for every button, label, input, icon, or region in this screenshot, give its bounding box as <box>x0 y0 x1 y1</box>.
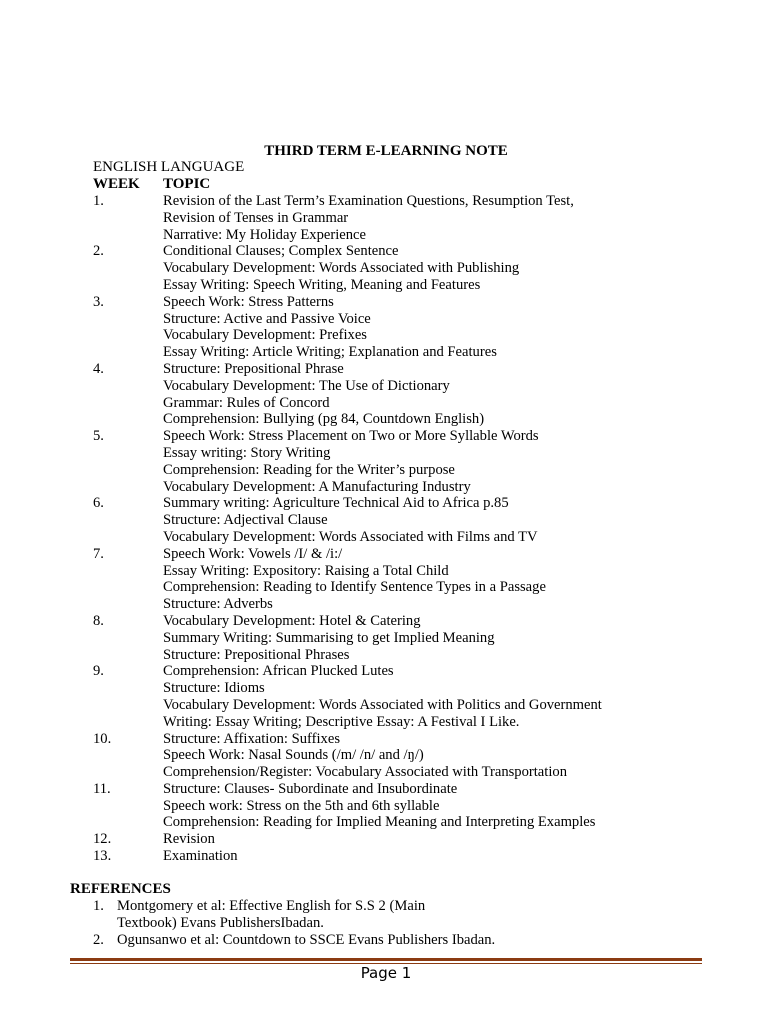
week-number: 5. <box>93 428 104 445</box>
topic-line: Essay Writing: Article Writing; Explanation and Features <box>163 344 497 361</box>
week-number: 8. <box>93 612 104 629</box>
week-number: 10. <box>93 730 112 747</box>
week-row <box>93 361 693 428</box>
topic-line: Revision <box>163 831 215 848</box>
reference-item <box>93 932 513 949</box>
topic-line: Comprehension: Reading for the Writer’s purpose <box>163 461 455 478</box>
table-header <box>93 176 211 193</box>
topic-line: Structure: Prepositional Phrases <box>163 646 350 663</box>
topic-column-header: TOPIC <box>163 176 211 192</box>
topic-line: Vocabulary Development: Words Associated with Films and TV <box>163 528 538 545</box>
week-topics <box>163 495 693 545</box>
week-row <box>93 663 693 730</box>
week-row <box>93 294 693 361</box>
topic-line: Vocabulary Development: Prefixes <box>163 327 367 344</box>
topic-line: Structure: Adverbs <box>163 596 273 613</box>
week-row <box>93 613 693 663</box>
topic-line: Speech Work: Vowels /I/ & /i:/ <box>163 545 343 562</box>
topic-line: Essay writing: Story Writing <box>163 444 331 461</box>
week-row <box>93 193 693 243</box>
week-number: 4. <box>93 360 104 377</box>
week-number: 7. <box>93 545 104 562</box>
week-row <box>93 731 693 781</box>
topic-line: Summary Writing: Summarising to get Implied Meaning <box>163 629 495 646</box>
topic-line: Speech Work: Nasal Sounds (/m/ /n/ and /ŋ/) <box>163 747 424 764</box>
reference-line: Ogunsanwo et al: Countdown to SSCE Evans Publishers Ibadan. <box>117 931 496 948</box>
topic-line: Comprehension/Register: Vocabulary Associated with Transportation <box>163 764 567 781</box>
week-number: 6. <box>93 495 104 512</box>
topic-line: Structure: Adjectival Clause <box>163 512 328 529</box>
week-topics <box>163 781 693 831</box>
topic-line: Summary writing: Agriculture Technical Aid to Africa p.85 <box>163 495 509 512</box>
week-topics <box>163 193 693 243</box>
reference-line: Montgomery et al: Effective English for S.S 2 (Main <box>117 898 426 914</box>
week-row <box>93 243 693 293</box>
topic-line: Structure: Clauses- Subordinate and Insubordinate <box>163 780 458 797</box>
reference-line: Textbook) Evans PublishersIbadan. <box>117 914 324 931</box>
references-heading: REFERENCES <box>70 881 171 897</box>
topic-line: Structure: Idioms <box>163 680 265 697</box>
week-topics <box>163 831 693 848</box>
references-list <box>93 898 513 948</box>
week-row <box>93 546 693 613</box>
week-topics <box>163 848 693 865</box>
topic-line: Comprehension: Reading to Identify Sentence Types in a Passage <box>163 579 546 596</box>
week-topics <box>163 243 693 293</box>
page-number: Page 1 <box>360 964 412 982</box>
week-topics <box>163 613 693 663</box>
topic-line: Speech work: Stress on the 5th and 6th syllable <box>163 797 440 814</box>
topic-line: Comprehension: Bullying (pg 84, Countdown English) <box>163 411 485 428</box>
topic-line: Examination <box>163 848 238 865</box>
topic-line: Comprehension: Reading for Implied Meaning and Interpreting Examples <box>163 814 596 831</box>
week-topics <box>163 663 693 730</box>
reference-number: 1. <box>93 898 104 914</box>
week-row <box>93 495 693 545</box>
week-topics <box>163 428 693 495</box>
week-number: 13. <box>93 848 112 865</box>
week-row <box>93 831 693 848</box>
week-number: 3. <box>93 293 104 310</box>
topic-line: Essay Writing: Speech Writing, Meaning and Features <box>163 276 481 293</box>
topic-line: Writing: Essay Writing; Descriptive Essay: A Festival I Like. <box>163 713 520 730</box>
reference-number: 2. <box>93 931 104 948</box>
topic-line: Structure: Prepositional Phrase <box>163 360 344 377</box>
topic-line: Structure: Active and Passive Voice <box>163 310 371 327</box>
topic-line: Revision of Tenses in Grammar <box>163 209 349 226</box>
scheme-of-work-list <box>93 193 693 865</box>
topic-line: Essay Writing: Expository: Raising a Total Child <box>163 562 449 579</box>
topic-line: Speech Work: Stress Placement on Two or More Syllable Words <box>163 428 539 445</box>
week-number: 1. <box>93 193 104 209</box>
topic-line: Vocabulary Development: A Manufacturing Industry <box>163 478 471 495</box>
topic-line: Narrative: My Holiday Experience <box>163 226 367 243</box>
week-number: 12. <box>93 831 112 848</box>
week-row <box>93 781 693 831</box>
week-number: 9. <box>93 663 104 680</box>
topic-line: Structure: Affixation: Suffixes <box>163 730 340 747</box>
week-row <box>93 428 693 495</box>
reference-item <box>93 898 513 932</box>
topic-line: Vocabulary Development: Words Associated with Publishing <box>163 260 520 277</box>
footer-rule-thick <box>70 958 702 961</box>
topic-line: Vocabulary Development: Words Associated with Politics and Government <box>163 696 602 713</box>
topic-line: Speech Work: Stress Patterns <box>163 293 334 310</box>
week-topics <box>163 546 693 613</box>
document-title: THIRD TERM E-LEARNING NOTE <box>264 143 508 159</box>
week-topics <box>163 731 693 781</box>
week-number: 11. <box>93 780 111 797</box>
week-number: 2. <box>93 243 104 260</box>
topic-line: Vocabulary Development: The Use of Dictionary <box>163 377 450 394</box>
week-topics <box>163 294 693 361</box>
topic-line: Vocabulary Development: Hotel & Catering <box>163 612 421 629</box>
subject-label: ENGLISH LANGUAGE <box>93 159 245 175</box>
topic-line: Comprehension: African Plucked Lutes <box>163 663 394 680</box>
week-row <box>93 848 693 865</box>
week-topics <box>163 361 693 428</box>
topic-line: Conditional Clauses; Complex Sentence <box>163 243 399 260</box>
week-column-header: WEEK <box>93 176 140 192</box>
topic-line: Revision of the Last Term’s Examination Questions, Resumption Test, <box>163 193 574 209</box>
topic-line: Grammar: Rules of Concord <box>163 394 330 411</box>
